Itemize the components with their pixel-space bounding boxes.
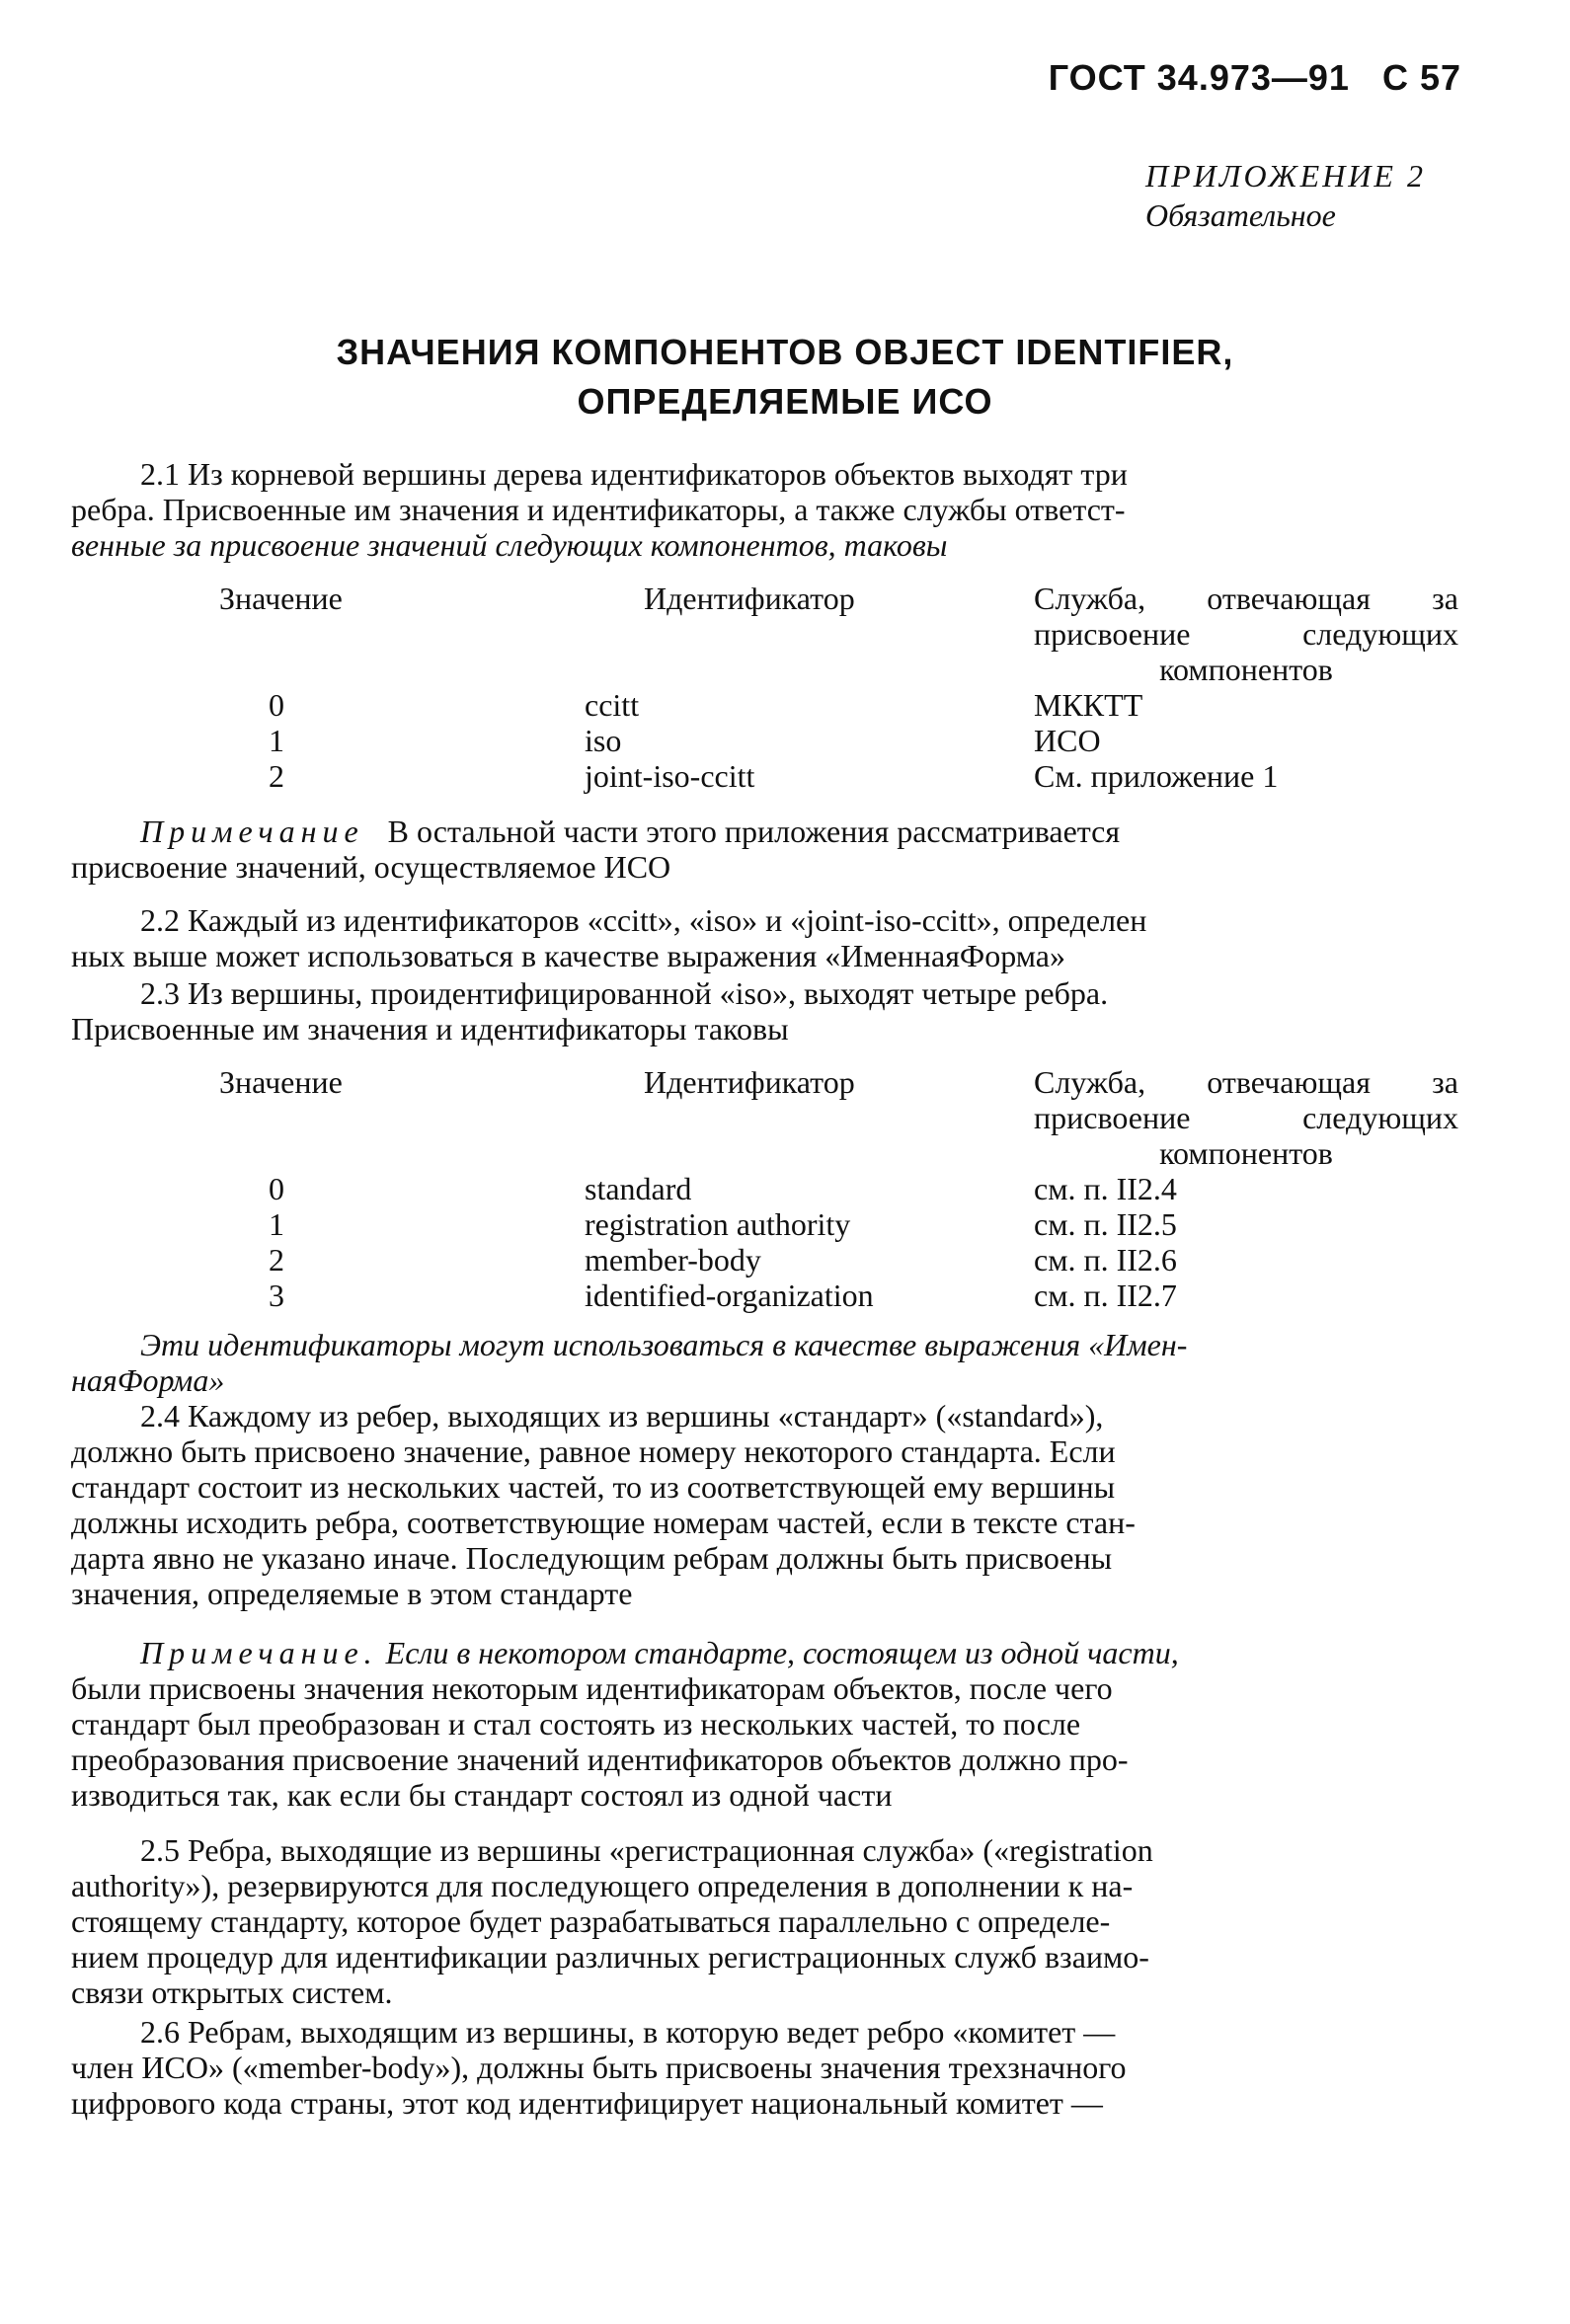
text-line: ных выше может использоваться в качестве выражения «ИменнаяФорма» — [71, 938, 1065, 973]
table-row — [71, 687, 1463, 723]
annex-label-block — [1145, 156, 1426, 235]
cell-value: 3 — [269, 1278, 284, 1313]
note-1 — [71, 813, 1463, 885]
table-header-cont — [71, 652, 1463, 687]
column-header-value: Значение — [219, 581, 343, 616]
paragraph-2-1 — [71, 456, 1463, 563]
cell-value: 1 — [269, 1206, 284, 1242]
table-root-arcs — [71, 581, 1463, 794]
paragraph-2-5 — [71, 1832, 1463, 2010]
note-text: Если в некотором стандарте, состоящем из одной части, — [385, 1635, 1179, 1670]
column-header-value: Значение — [219, 1064, 343, 1100]
text-line: стоящему стандарту, которое будет разрабатываться параллельно с определе- — [71, 1903, 1111, 1939]
annex-label: ПРИЛОЖЕНИЕ 2 — [1145, 158, 1426, 194]
paragraph-after-table-2 — [71, 1327, 1463, 1398]
cell-identifier: joint-iso-ccitt — [585, 758, 755, 794]
column-header-service: присвоение следующих — [1034, 616, 1458, 652]
cell-value: 0 — [269, 687, 284, 723]
table-iso-arcs — [71, 1064, 1463, 1313]
text-line: изводиться так, как если бы стандарт состоял из одной части — [71, 1777, 893, 1813]
text-line: наяФорма» — [71, 1362, 225, 1398]
table-header — [71, 1064, 1463, 1100]
text-line: значения, определяемые в этом стандарте — [71, 1576, 633, 1611]
text-line: присвоение значений, осуществляемое ИСО — [71, 849, 671, 885]
note-2 — [71, 1635, 1463, 1813]
table-header-cont — [71, 616, 1463, 652]
note-label: Примечание — [140, 813, 364, 849]
text-line: 2.2 Каждый из идентификаторов «ccitt», «iso» и «joint-iso-ccitt», определен — [140, 902, 1147, 938]
text-line: 2.4 Каждому из ребер, выходящих из вершины «стандарт» («standard»), — [140, 1398, 1104, 1433]
note-text: В остальной части этого приложения рассматривается — [387, 813, 1121, 849]
text-line: цифрового кода страны, этот код идентифицирует национальный комитет — — [71, 2085, 1103, 2121]
column-header-service: компонентов — [1159, 652, 1333, 687]
cell-identifier: ccitt — [585, 687, 640, 723]
cell-identifier: identified-organization — [585, 1278, 874, 1313]
table-row — [71, 758, 1463, 794]
section-title — [0, 328, 1570, 426]
cell-service: см. п. II2.7 — [1034, 1278, 1177, 1313]
text-line — [71, 1635, 1463, 1670]
table-header-cont — [71, 1100, 1463, 1135]
text-line: 2.5 Ребра, выходящие из вершины «регистрационная служба» («registration — [140, 1832, 1153, 1868]
column-header-identifier: Идентификатор — [644, 581, 855, 616]
cell-service: см. п. II2.5 — [1034, 1206, 1177, 1242]
cell-service: См. приложение 1 — [1034, 758, 1279, 794]
title-line-2: ОПРЕДЕЛЯЕМЫЕ ИСО — [577, 381, 993, 422]
cell-value: 1 — [269, 723, 284, 758]
text-line: должны исходить ребра, соответствующие номерам частей, если в тексте стан- — [71, 1505, 1136, 1540]
table-row — [71, 1242, 1463, 1278]
standard-number: ГОСТ 34.973—91 — [1048, 57, 1350, 98]
text-line: член ИСО» («member-body»), должны быть присвоены значения трехзначного — [71, 2050, 1127, 2085]
note-label: Примечание. — [140, 1635, 378, 1670]
table-row — [71, 1206, 1463, 1242]
cell-identifier: iso — [585, 723, 622, 758]
cell-value: 2 — [269, 758, 284, 794]
column-header-service: компонентов — [1159, 1135, 1333, 1171]
text-line: должно быть присвоено значение, равное номеру некоторого стандарта. Если — [71, 1433, 1116, 1469]
cell-service: см. п. II2.4 — [1034, 1171, 1177, 1206]
text-line: Присвоенные им значения и идентификаторы таковы — [71, 1011, 789, 1046]
text-line: 2.6 Ребрам, выходящим из вершины, в которую ведет ребро «комитет — — [140, 2014, 1116, 2050]
cell-service: ИСО — [1034, 723, 1101, 758]
text-line — [71, 813, 1463, 849]
paragraph-2-2 — [71, 902, 1463, 973]
column-header-service: Служба, отвечающая за — [1034, 581, 1458, 616]
text-line: преобразования присвоение значений идентификаторов объектов должно про- — [71, 1742, 1129, 1777]
cell-service: МККТТ — [1034, 687, 1143, 723]
text-line: authority»), резервируются для последующего определения в дополнении к на- — [71, 1868, 1134, 1903]
paragraph-2-6 — [71, 2014, 1463, 2121]
cell-value: 0 — [269, 1171, 284, 1206]
text-line: ребра. Присвоенные им значения и идентификаторы, а также службы ответст- — [71, 492, 1126, 527]
table-header — [71, 581, 1463, 616]
cell-identifier: member-body — [585, 1242, 761, 1278]
column-header-identifier: Идентификатор — [644, 1064, 855, 1100]
paragraph-2-4 — [71, 1398, 1463, 1611]
table-row — [71, 1278, 1463, 1313]
cell-identifier: registration authority — [585, 1206, 851, 1242]
cell-value: 2 — [269, 1242, 284, 1278]
paragraph-2-3 — [71, 975, 1463, 1046]
text-line: стандарт состоит из нескольких частей, то из соответствующей ему вершины — [71, 1469, 1116, 1505]
text-line: Эти идентификаторы могут использоваться в качестве выражения «Имен- — [140, 1327, 1188, 1362]
column-header-service: присвоение следующих — [1034, 1100, 1458, 1135]
page-header — [1049, 57, 1461, 99]
table-header-cont — [71, 1135, 1463, 1171]
column-header-service: Служба, отвечающая за — [1034, 1064, 1458, 1100]
text-line: дарта явно не указано иначе. Последующим ребрам должны быть присвоены — [71, 1540, 1113, 1576]
cell-service: см. п. II2.6 — [1034, 1242, 1177, 1278]
text-line: стандарт был преобразован и стал состоять из нескольких частей, то после — [71, 1706, 1081, 1742]
text-line: были присвоены значения некоторым идентификаторам объектов, после чего — [71, 1670, 1113, 1706]
text-line: 2.3 Из вершины, проидентифицированной «iso», выходят четыре ребра. — [140, 975, 1109, 1011]
table-row — [71, 1171, 1463, 1206]
title-line-1: ЗНАЧЕНИЯ КОМПОНЕНТОВ OBJECT IDENTIFIER, — [336, 332, 1234, 372]
cell-identifier: standard — [585, 1171, 692, 1206]
text-line: нием процедур для идентификации различных регистрационных служб взаимо- — [71, 1939, 1149, 1975]
text-line: 2.1 Из корневой вершины дерева идентификаторов объектов выходят три — [140, 456, 1128, 492]
text-line: связи открытых систем. — [71, 1975, 393, 2010]
text-line: венные за присвоение значений следующих компонентов, таковы — [71, 527, 948, 563]
table-row — [71, 723, 1463, 758]
page-number: С 57 — [1381, 57, 1461, 98]
annex-status: Обязательное — [1145, 197, 1336, 233]
